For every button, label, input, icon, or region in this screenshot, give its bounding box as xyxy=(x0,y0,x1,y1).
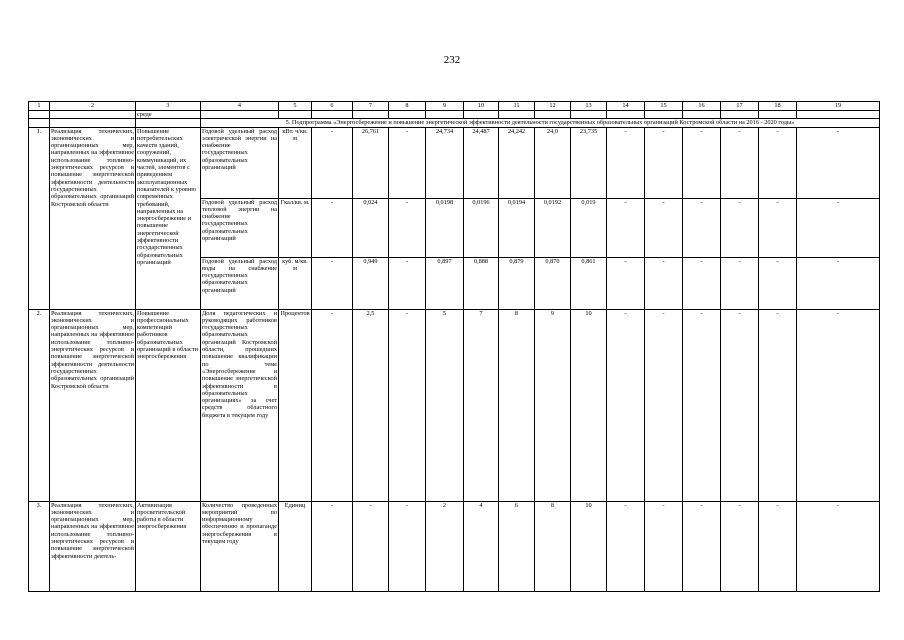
value-cell: 8 xyxy=(535,501,571,591)
column-header-3: 3 xyxy=(136,102,201,111)
activity-cell: Активизация просветительской работы в области энергосбережения xyxy=(136,501,201,591)
value-cell: - xyxy=(683,257,721,309)
column-header-8: 8 xyxy=(389,102,426,111)
value-cell: 0,0198 xyxy=(426,198,464,257)
value-cell: 24,242 xyxy=(499,127,535,198)
value-cell: - xyxy=(797,309,880,501)
column-header-2: 2 xyxy=(50,102,136,111)
column-header-14: 14 xyxy=(607,102,645,111)
value-cell: 2 xyxy=(426,501,464,591)
value-cell: - xyxy=(645,127,683,198)
value-cell: - xyxy=(312,501,353,591)
value-cell: 0,888 xyxy=(464,257,499,309)
column-header-12: 12 xyxy=(535,102,571,111)
value-cell: - xyxy=(389,257,426,309)
value-cell: 7 xyxy=(464,309,499,501)
value-cell: - xyxy=(797,257,880,309)
column-header-6: 6 xyxy=(312,102,353,111)
activity-cell: Повышение потребительских качеств зданий, сооружений, коммуникаций, их частей, элементов с приведением эксплуатационных показателей к уровню современных требований, направленных на энергосбережение и повышение энергетической эффективности государственных образовательных организаций xyxy=(136,127,201,309)
value-cell: 0,861 xyxy=(571,257,607,309)
column-header-5: 5 xyxy=(279,102,312,111)
value-cell: - xyxy=(607,127,645,198)
table-row xyxy=(29,127,880,198)
value-cell: 26,761 xyxy=(353,127,389,198)
page-number: 232 xyxy=(443,54,461,66)
task-cell: Реализация технических, экономических и организационных мер, направленных на эффективное использование топливно-энергетических ресурсов и повышение энергетической эффективности деятельности государственных образовательных организаций Костромской области xyxy=(50,309,136,501)
value-cell: 4 xyxy=(464,501,499,591)
table-row xyxy=(29,501,880,591)
column-header-19: 19 xyxy=(797,102,880,111)
value-cell: - xyxy=(759,127,797,198)
column-header-18: 18 xyxy=(759,102,797,111)
indicator-name: Годовой удельный расход электрической энергии на снабжение государственных образовательных организаций xyxy=(201,127,279,198)
value-cell: 10 xyxy=(571,501,607,591)
carry-over-row xyxy=(29,111,880,119)
value-cell: - xyxy=(312,127,353,198)
row-number: 2. xyxy=(29,309,50,501)
value-cell: - xyxy=(721,309,759,501)
indicator-name: Годовой удельный расход воды на снабжение государственных образовательных организаций xyxy=(201,257,279,309)
indicator-table xyxy=(28,101,880,592)
column-header-7: 7 xyxy=(353,102,389,111)
value-cell: - xyxy=(389,501,426,591)
table-row xyxy=(29,309,880,501)
column-header-9: 9 xyxy=(426,102,464,111)
value-cell: 0,024 xyxy=(353,198,389,257)
task-cell: Реализация технических, экономических и организационных мер, направленных на эффективное использование топливно-энергетических ресурсов и повышение энергетической эффективности деятель- xyxy=(50,501,136,591)
indicator-name: Годовой удельный расход тепловой энергии на снабжение государственных образовательных организаций xyxy=(201,198,279,257)
value-cell: - xyxy=(683,309,721,501)
value-cell: - xyxy=(759,257,797,309)
value-cell: 0,949 xyxy=(353,257,389,309)
value-cell: 10 xyxy=(571,309,607,501)
value-cell: - xyxy=(645,309,683,501)
value-cell: - xyxy=(759,309,797,501)
value-cell: 23,735 xyxy=(571,127,607,198)
value-cell: - xyxy=(721,127,759,198)
row-number: 3. xyxy=(29,501,50,591)
value-cell: - xyxy=(683,198,721,257)
column-header-4: 4 xyxy=(201,102,279,111)
unit-cell: Единиц xyxy=(279,501,312,591)
column-header-13: 13 xyxy=(571,102,607,111)
value-cell: - xyxy=(389,309,426,501)
column-header-17: 17 xyxy=(721,102,759,111)
value-cell: - xyxy=(797,127,880,198)
value-cell: - xyxy=(645,198,683,257)
value-cell: - xyxy=(759,501,797,591)
value-cell: 0,019 xyxy=(571,198,607,257)
value-cell: 5 xyxy=(426,309,464,501)
value-cell: 2,5 xyxy=(353,309,389,501)
value-cell: 24,487 xyxy=(464,127,499,198)
value-cell: 0,0192 xyxy=(535,198,571,257)
unit-cell: Гкал/кв. м. xyxy=(279,198,312,257)
subprogram-row xyxy=(29,119,880,127)
value-cell: 0,870 xyxy=(535,257,571,309)
value-cell: - xyxy=(607,257,645,309)
value-cell: - xyxy=(645,257,683,309)
column-header-10: 10 xyxy=(464,102,499,111)
value-cell: - xyxy=(683,501,721,591)
value-cell: - xyxy=(312,198,353,257)
subprogram-title: 5. Подпрограмма «Энергосбережение и повышение энергетической эффективности деятельности государственных образовательных организаций Костромской области на 2016 - 2020 годы» xyxy=(201,119,880,127)
value-cell: 6 xyxy=(499,501,535,591)
value-cell: 24,0 xyxy=(535,127,571,198)
value-cell: - xyxy=(312,309,353,501)
column-header-1: 1 xyxy=(29,102,50,111)
column-header-15: 15 xyxy=(645,102,683,111)
value-cell: 0,0196 xyxy=(464,198,499,257)
value-cell: - xyxy=(389,127,426,198)
column-header-16: 16 xyxy=(683,102,721,111)
value-cell: - xyxy=(797,501,880,591)
value-cell: - xyxy=(312,257,353,309)
unit-cell: Процентов xyxy=(279,309,312,501)
row-number: 1. xyxy=(29,127,50,309)
carry-over-cell: среде xyxy=(136,111,201,119)
value-cell: 9 xyxy=(535,309,571,501)
value-cell: - xyxy=(607,198,645,257)
value-cell: 0,897 xyxy=(426,257,464,309)
value-cell: - xyxy=(607,501,645,591)
value-cell: - xyxy=(683,127,721,198)
unit-cell: куб. м/кв. м xyxy=(279,257,312,309)
value-cell: - xyxy=(721,501,759,591)
column-header-11: 11 xyxy=(499,102,535,111)
value-cell: - xyxy=(645,501,683,591)
indicator-name: Доля педагогических и руководящих работников государственных образовательных организаций Костромской области, прошедших повышение квалификации по теме «Энергосбережение и повышение энергетической эффективности в образовательных организациях» за счет средств областного бюджета в текущем году xyxy=(201,309,279,501)
value-cell: - xyxy=(607,309,645,501)
value-cell: - xyxy=(389,198,426,257)
value-cell: - xyxy=(759,198,797,257)
column-number-row xyxy=(29,102,880,111)
value-cell: 0,0194 xyxy=(499,198,535,257)
value-cell: - xyxy=(721,198,759,257)
value-cell: - xyxy=(353,501,389,591)
value-cell: 24,734 xyxy=(426,127,464,198)
value-cell: - xyxy=(721,257,759,309)
unit-cell: кВт. ч/кв. м xyxy=(279,127,312,198)
activity-cell: Повышение профессиональных компетенций работников образовательных организаций в области энергосбережения xyxy=(136,309,201,501)
task-cell: Реализация технических, экономических и организационных мер, направленных на эффективное использование топливно-энергетических ресурсов и повышение энергетической эффективности деятельности государственных образовательных организаций Костромской области xyxy=(50,127,136,309)
indicator-name: Количество проведенных мероприятий по информационному обеспечению и пропаганде энергосбережения в текущем году xyxy=(201,501,279,591)
value-cell: - xyxy=(797,198,880,257)
value-cell: 8 xyxy=(499,309,535,501)
value-cell: 0,879 xyxy=(499,257,535,309)
